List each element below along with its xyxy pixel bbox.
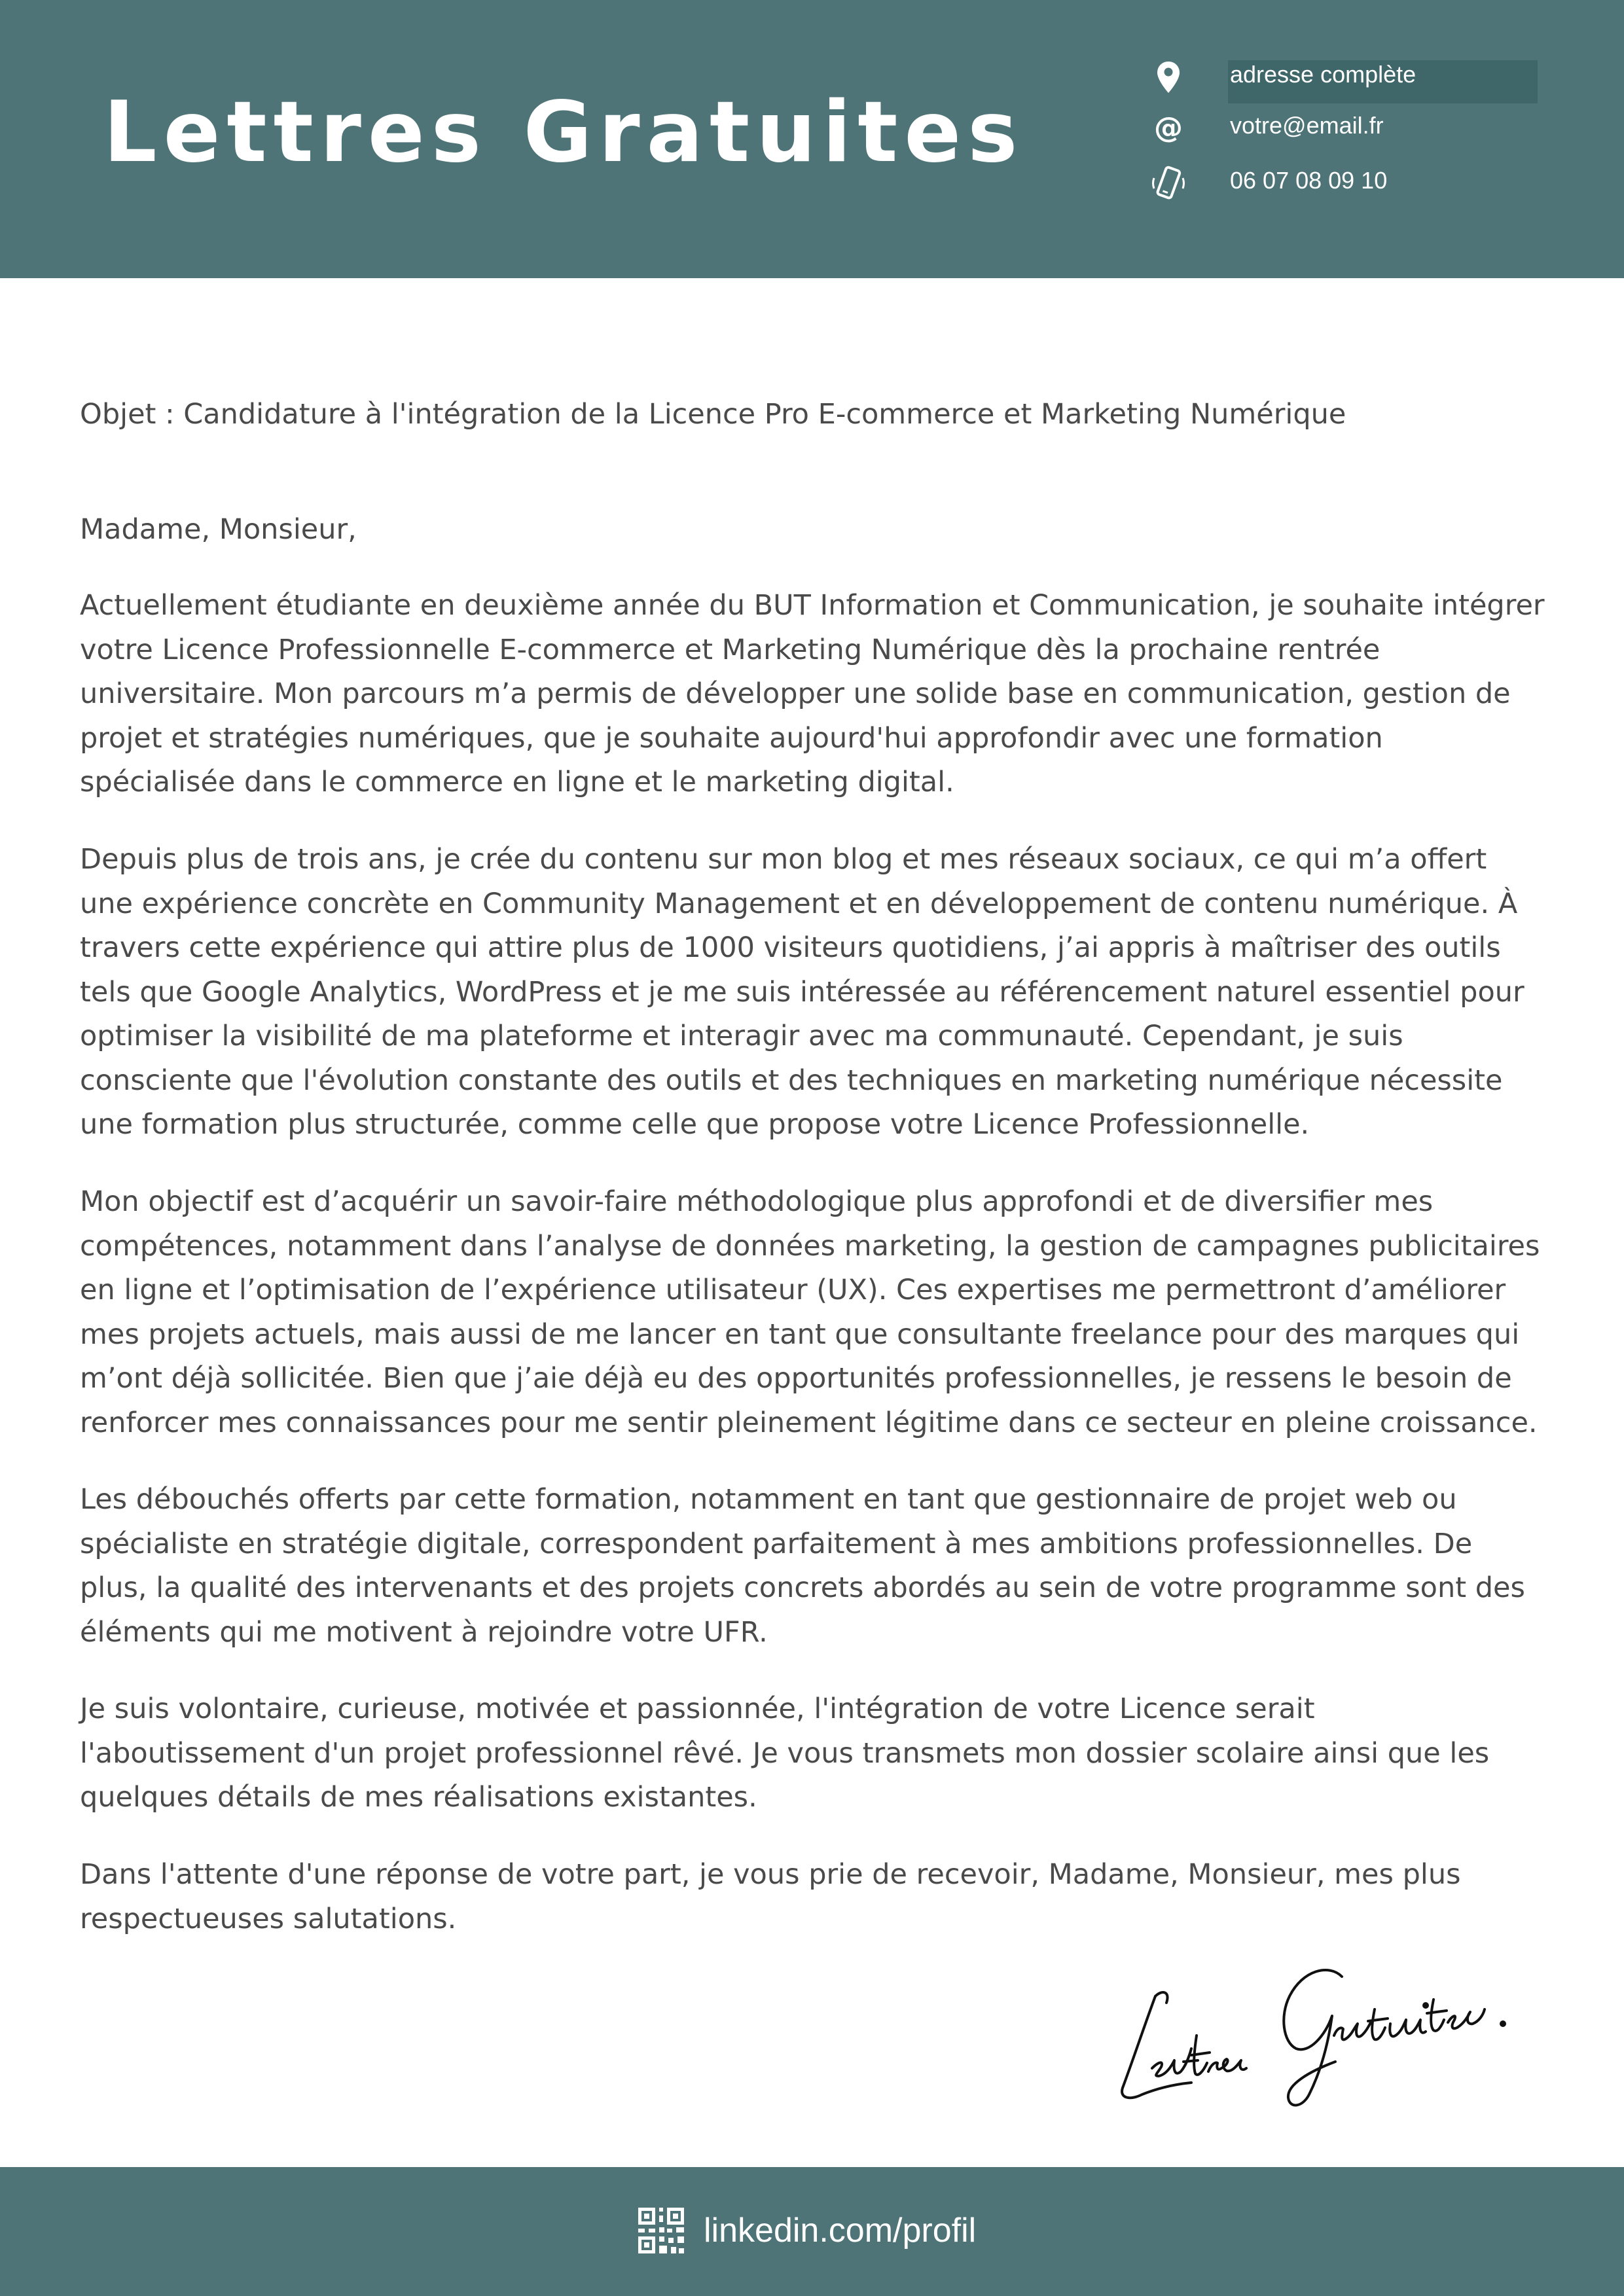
address-text: adresse complète [1230,61,1416,88]
handwritten-signature [1093,1937,1525,2121]
paragraph-1: Actuellement étudiante en deuxième année du BUT Information et Communication, je souhaite intégrer votre Licence Professionnelle E-commerce et Marketing Numérique dès la prochaine rentrée universitaire. Mon parcours m’a permis de développer une solide base en communication, gestion de projet et stratégies numériques, que je souhaite aujourd'hui approfondir avec une formation spécialisée dans le commerce en ligne et le marketing digital. [80,589,1545,798]
svg-text:@: @ [1154,111,1183,145]
letter-object: Objet : Candidature à l'intégration de la Licence Pro E-commerce et Marketing Numérique [80,398,1346,431]
linkedin-link[interactable]: linkedin.com/profil [704,2212,977,2250]
sender-name: Lettres Gratuites [103,84,1024,181]
phone-icon [1149,164,1188,203]
paragraph-2: Depuis plus de trois ans, je crée du contenu sur mon blog et mes réseaux sociaux, ce qui m’a offert une expérience concrète en Community Management et en développement de contenu numérique. À travers cette expérience qui attire plus de 1000 visiteurs quotidiens, j’ai appris à maîtriser des outils tels que Google Analytics, WordPress et je me suis intéressée au référencement naturel essentiel pour optimiser la visibilité de ma plateforme et interagir avec ma communauté. Cependant, je suis consciente que l'évolution constante des outils et des techniques en marketing numérique nécessite une formation plus structurée, comme celle que propose votre Licence Professionnelle. [80,843,1525,1141]
phone-text[interactable]: 06 07 08 09 10 [1230,167,1388,194]
footer-band [0,2167,1624,2296]
email-text[interactable]: votre@email.fr [1230,112,1384,139]
contact-phone [1149,158,1542,204]
paragraph-5: Je suis volontaire, curieuse, motivée et passionnée, l'intégration de votre Licence serait l'aboutissement d'un projet professionnel rêvé. Je vous transmets mon dossier scolaire ainsi que les quelques détails de mes réalisations existantes. [80,1693,1490,1814]
paragraph-6: Dans l'attente d'une réponse de votre part, je vous prie de recevoir, Madame, Monsieur, mes plus respectueuses salutations. [80,1858,1461,1935]
qr-code-icon [638,2208,684,2253]
paragraph-3: Mon objectif est d’acquérir un savoir-faire méthodologique plus approfondi et de diversifier mes compétences, notamment dans l’analyse de données marketing, la gestion de campagnes publicitaires en ligne et l’optimisation de l’expérience utilisateur (UX). Ces expertises me permettront d’améliorer mes projets actuels, mais aussi de me lancer en tant que consultante freelance pour des marques qui m’ont déjà sollicitée. Bien que j’aie déjà eu des opportunités professionnelles, je ressens le besoin de renforcer mes connaissances pour me sentir pleinement légitime dans ce secteur en pleine croissance. [80,1185,1540,1439]
contact-address [1149,52,1542,98]
letter-salutation: Madame, Monsieur, [80,513,357,546]
location-pin-icon [1149,58,1188,97]
at-sign-icon [1149,109,1188,148]
contact-email [1149,103,1542,149]
paragraph-4: Les débouchés offerts par cette formation, notamment en tant que gestionnaire de projet web ou spécialiste en stratégie digitale, correspondent parfaitement à mes ambitions professionnelles. De plus, la qualité des intervenants et des projets concrets abordés au sein de votre programme sont des éléments qui me motivent à rejoindre votre UFR. [80,1483,1525,1649]
header-band [0,0,1624,278]
